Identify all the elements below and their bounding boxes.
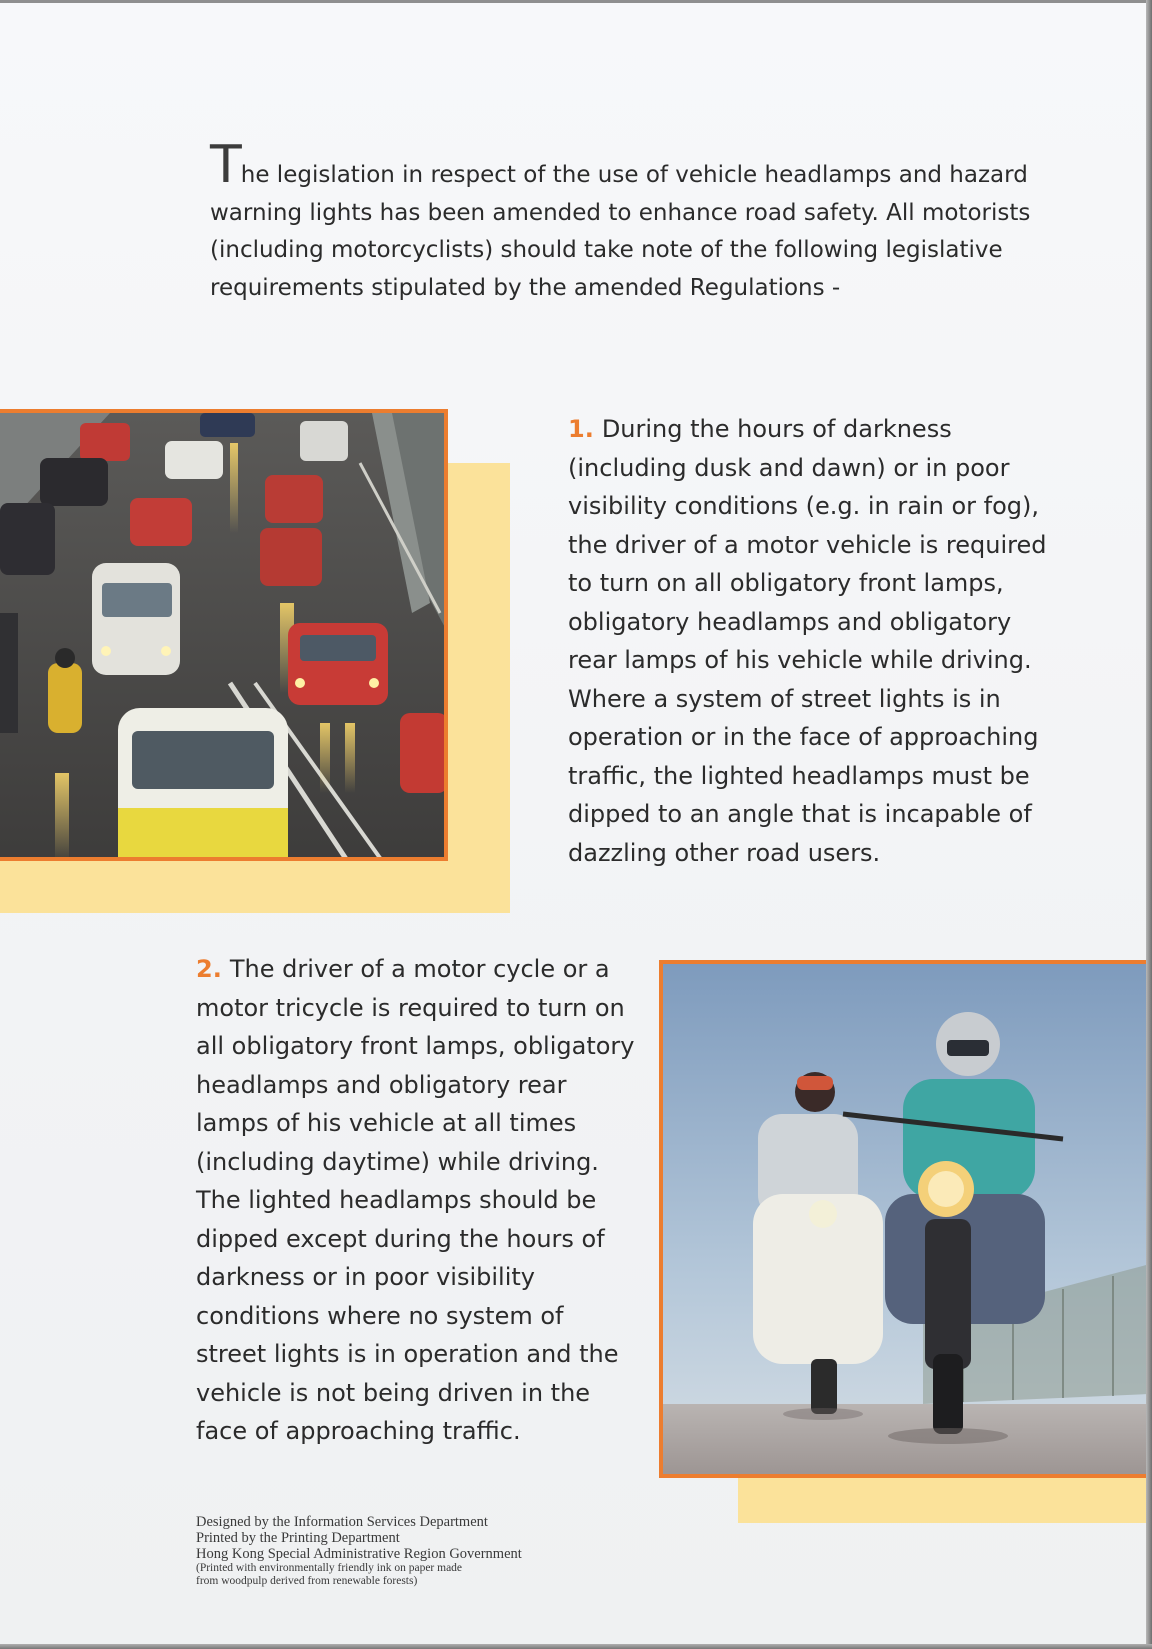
credit-note: from woodpulp derived from renewable forests) — [196, 1575, 418, 1587]
credit-line: Printed by the Printing Department — [196, 1530, 400, 1546]
page-top-edge — [0, 0, 1152, 3]
requirement-text: During the hours of darkness (including dusk and dawn) or in poor visibility conditions (e.g. in rain or fog), the driver of a motor vehicle is required to turn on all obligatory front lamps, obligatory headlamps and obligatory rear lamps of his vehicle while driving. Where a system of street lights is in operation or in the face of approaching traffic, the lighted headlamps must be dipped to an angle that is incapable of dazzling other road users. — [568, 415, 1047, 867]
requirement-number: 2. — [196, 955, 222, 983]
requirement-number: 1. — [568, 415, 594, 443]
page-bottom-edge — [0, 1644, 1152, 1649]
drop-cap: T — [210, 135, 241, 195]
intro-text: he legislation in respect of the use of vehicle headlamps and hazard warning lights has been amended to enhance road safety. All motorists (including motorcyclists) should take note of the following legislative requirements stipulated by the amended Regulations - — [210, 162, 1031, 301]
requirement-text: The driver of a motor cycle or a motor tricycle is required to turn on all obligatory front lamps, obligatory headlamps and obligatory rear lamps of his vehicle at all times (including daytime) while driving. The lighted headlamps should be dipped except during the hours of darkness or in poor visibility conditions where no system of street lights is in operation and the vehicle is not being driven in the face of approaching traffic. — [196, 955, 635, 1445]
credit-note: (Printed with environmentally friendly ink on paper made — [196, 1562, 463, 1574]
requirement-1 — [568, 410, 1048, 872]
motorcyclists-photo-illustration — [663, 964, 1146, 1478]
credit-line: Hong Kong Special Administrative Region Government — [196, 1546, 522, 1562]
credits — [196, 1514, 522, 1588]
credit-line: Designed by the Information Services Department — [196, 1514, 488, 1530]
requirement-2 — [196, 950, 636, 1451]
intro-paragraph — [210, 135, 1040, 307]
traffic-photo-illustration — [0, 413, 448, 861]
motorcyclists-photo — [659, 960, 1146, 1478]
traffic-photo — [0, 409, 448, 861]
page-right-edge — [1146, 0, 1152, 1649]
